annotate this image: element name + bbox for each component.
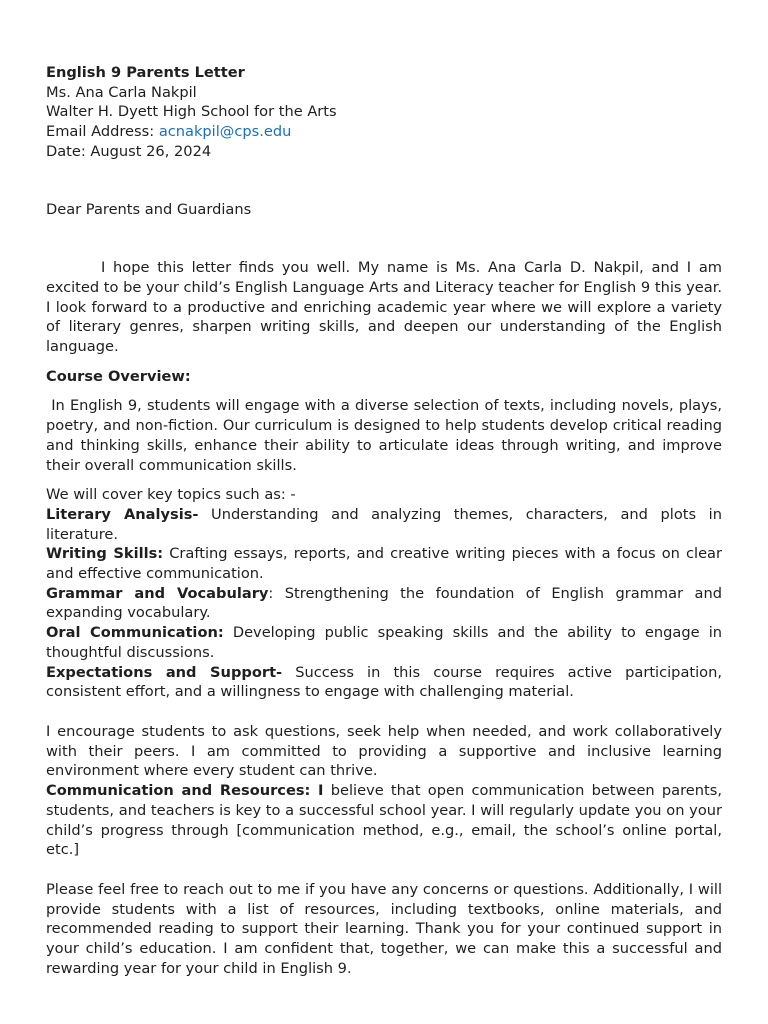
topics-list	[46, 505, 722, 702]
intro-paragraph: I hope this letter finds you well. My name is Ms. Ana Carla D. Nakpil, and I am excited to be your child’s English Language Arts and Literacy teacher for English 9 this year. I look forward to a productive and enriching academic year where we will explore a variety of literary genres, sharpen writing skills, and deepen our understanding of the English language.	[46, 259, 722, 356]
topic-item	[46, 505, 722, 544]
topic-text: Crafting essays, reports, and creative writing pieces with a focus on clear and effective communication.	[46, 545, 722, 583]
email-label: Email Address:	[46, 123, 159, 141]
school-name: Walter H. Dyett High School for the Arts	[46, 103, 337, 121]
topic-text: : Strengthening the foundation of English grammar and expanding vocabulary.	[46, 584, 722, 622]
closing-paragraph: Please feel free to reach out to me if you have any concerns or questions. Additionally, I will provide students with a list of resources, including textbooks, online materials, and recommended reading to support their learning. Thank you for your continued support in your child’s education. I am confident that, together, we can make this a successful and rewarding year for your child in English 9.	[46, 880, 722, 977]
letter-date: Date: August 26, 2024	[46, 142, 212, 160]
communication-text: believe that open communication between parents, students, and teachers is key to a successful school year. I will regularly update you on your child’s progress through [communication method, e.g., email, the school’s online portal, etc.]	[46, 782, 722, 859]
topic-text: Understanding and analyzing themes, characters, and plots in literature.	[46, 505, 722, 543]
topic-item	[46, 623, 722, 662]
letter-title: English 9 Parents Letter	[46, 64, 245, 81]
topic-item	[46, 544, 722, 583]
topic-label: Literary Analysis-	[46, 505, 199, 523]
topic-label: Expectations and Support-	[46, 663, 283, 681]
topics-intro: We will cover key topics such as: -	[46, 486, 296, 504]
teacher-name: Ms. Ana Carla Nakpil	[46, 83, 197, 101]
topic-item	[46, 584, 722, 623]
encourage-paragraph: I encourage students to ask questions, seek help when needed, and work collaboratively with their peers. I am committed to providing a supportive and inclusive learning environment where every student can thrive.	[46, 722, 722, 780]
topic-label: Grammar and Vocabulary	[46, 584, 269, 602]
communication-paragraph	[46, 781, 722, 860]
topic-label: Writing Skills:	[46, 545, 164, 563]
topic-item	[46, 663, 722, 702]
email-line	[46, 122, 722, 142]
greeting: Dear Parents and Guardians	[46, 200, 252, 218]
topic-label: Oral Communication:	[46, 624, 224, 642]
email-link[interactable]: acnakpil@cps.edu	[158, 123, 292, 141]
letter-page	[46, 63, 727, 978]
course-overview-body: In English 9, students will engage with a diverse selection of texts, including novels, plays, poetry, and non-fiction. Our curriculum is designed to help students develop critical reading and thinking skills, enhance their ability to articulate ideas through writing, and improve their overall communication skills.	[46, 397, 727, 474]
communication-label: Communication and Resources: I	[46, 782, 324, 800]
course-overview-heading: Course Overview:	[46, 367, 191, 385]
topic-text: Success in this course requires active participation, consistent effort, and a willingness to engage with challenging material.	[46, 663, 722, 701]
topic-text: Developing public speaking skills and the ability to engage in thoughtful discussions.	[46, 624, 723, 661]
